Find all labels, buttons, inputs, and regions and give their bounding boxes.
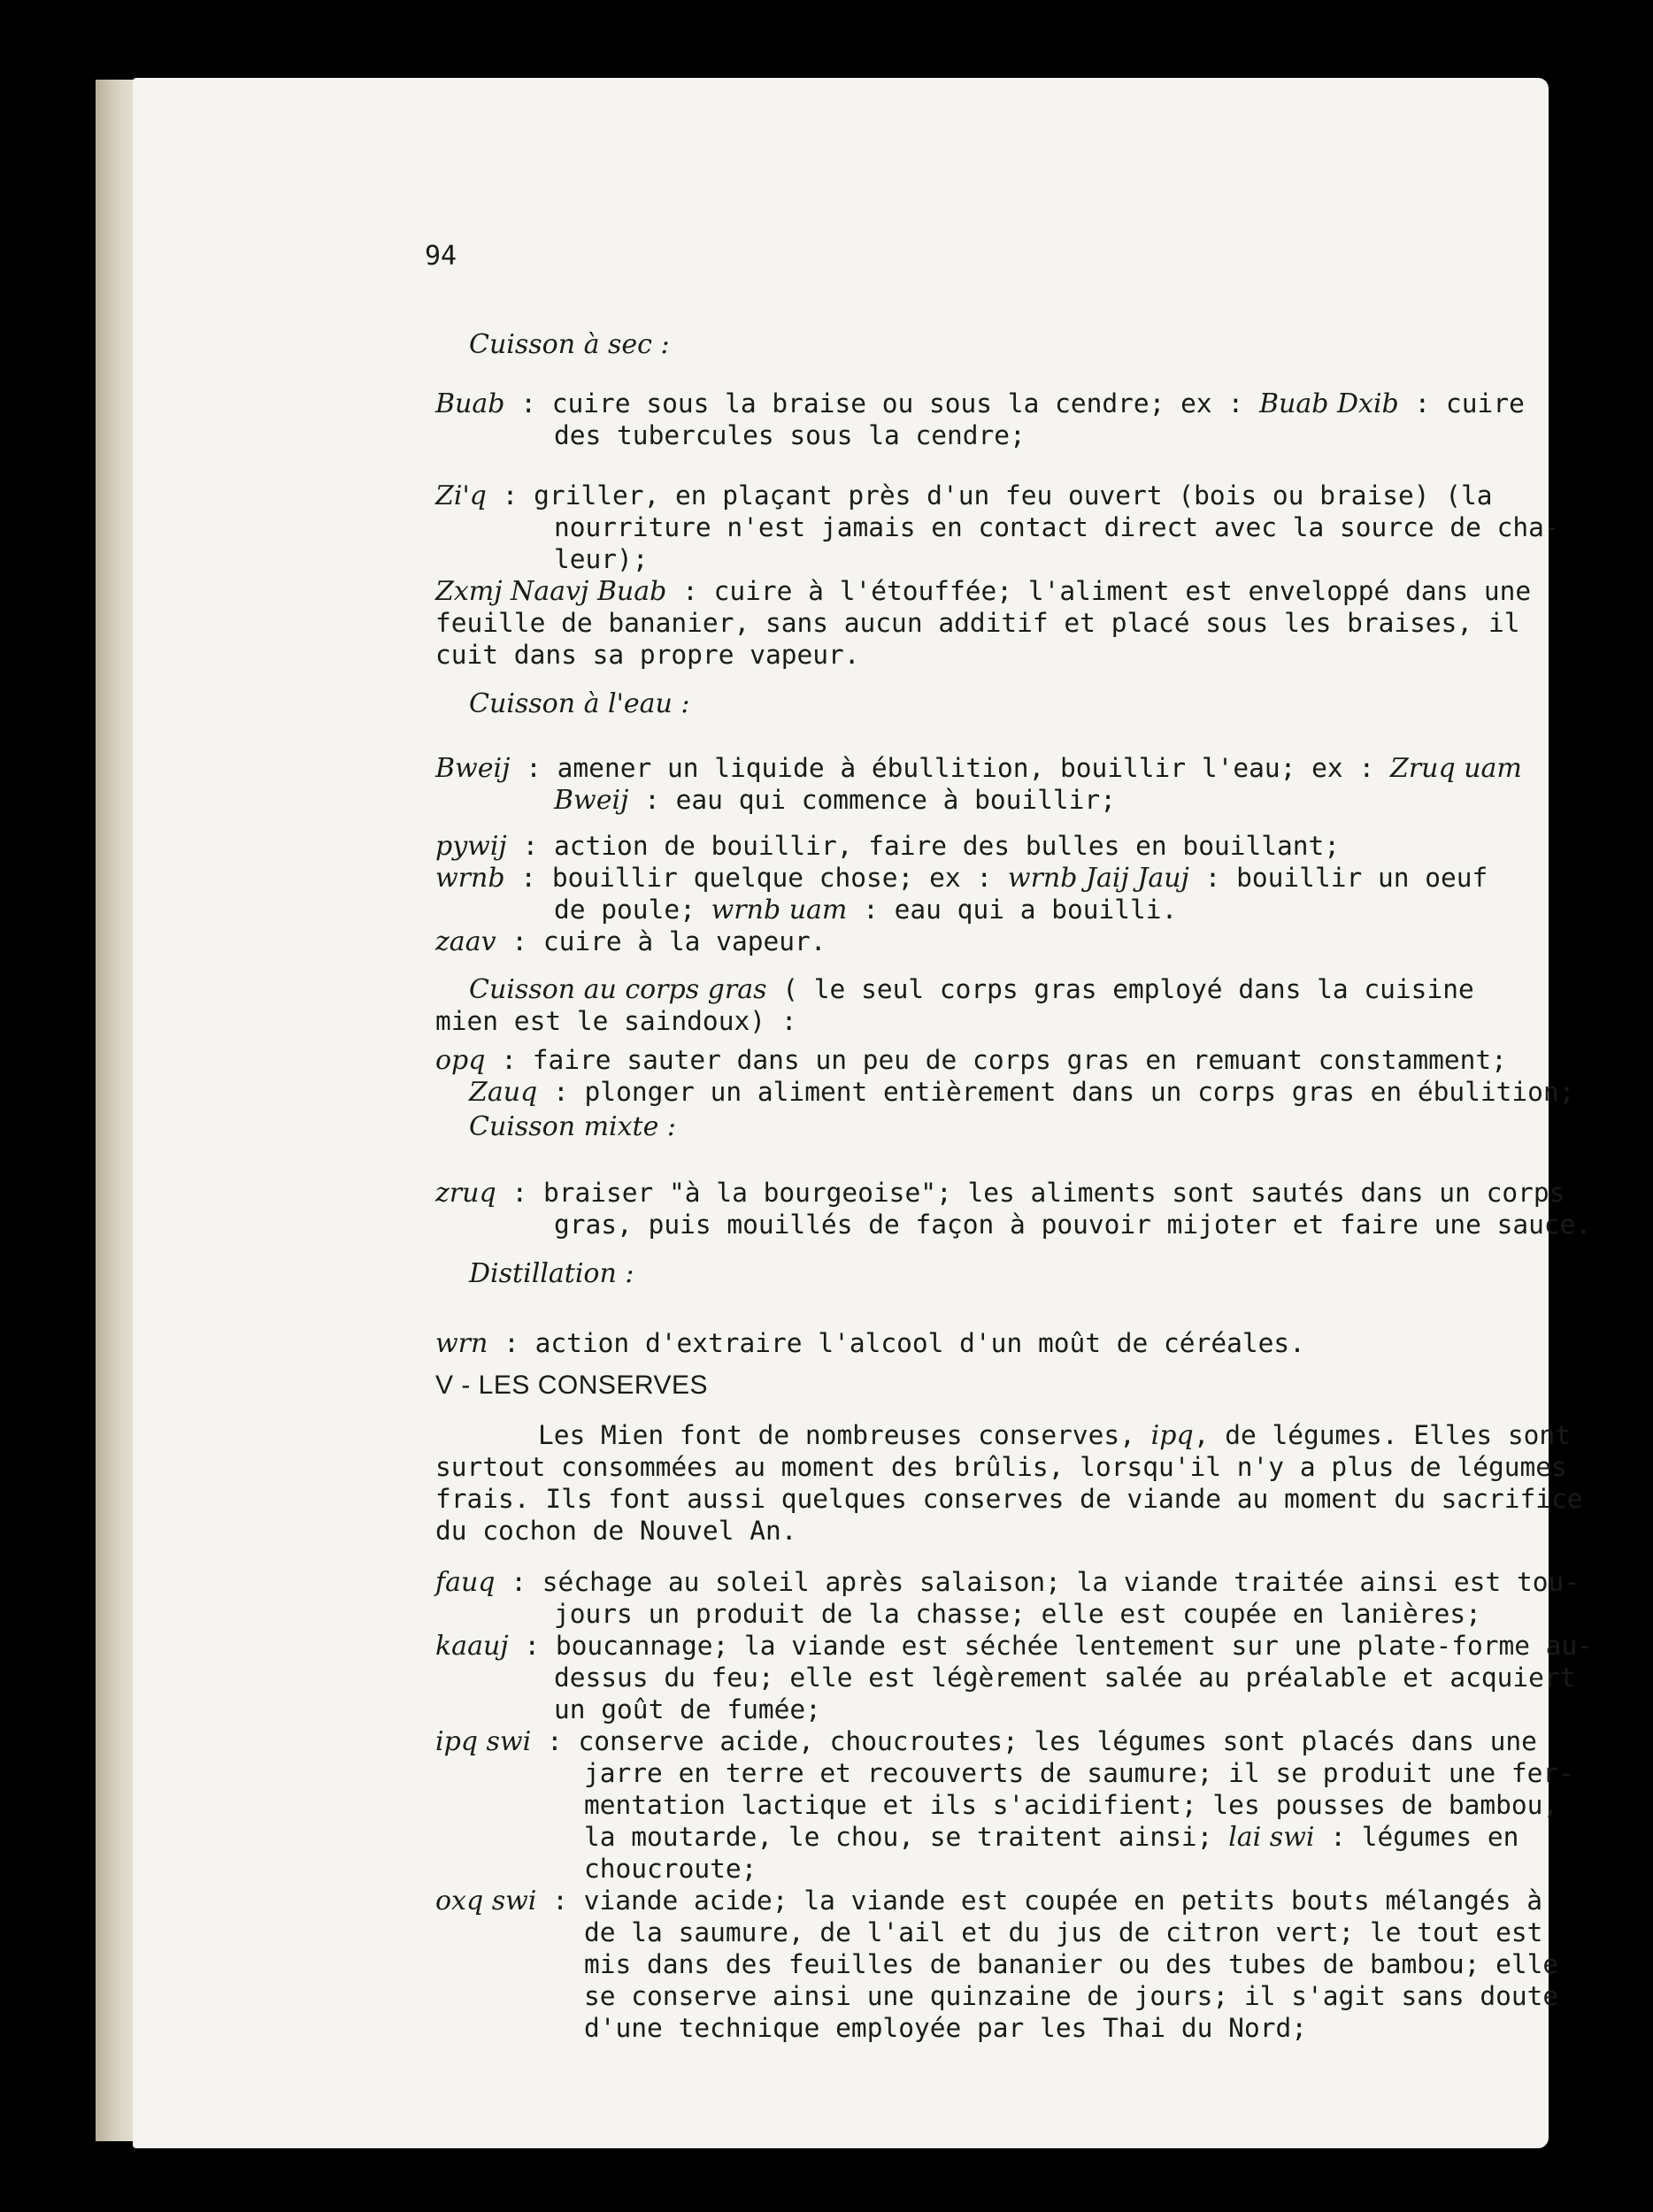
- definition: : faire sauter dans un peu de corps gras en remuant constamment;: [485, 1045, 1507, 1075]
- term: fauq: [435, 1567, 496, 1598]
- entry-fauq: [435, 1566, 1580, 1599]
- entry-buab: [435, 388, 1525, 420]
- term: Bweij: [435, 753, 511, 784]
- section-fat-cont: mien est le saindoux) :: [435, 1006, 797, 1036]
- entry-oxq-swi: [435, 1885, 1542, 1917]
- entry-ziq: [435, 480, 1493, 512]
- definition: la moutarde, le chou, se traitent ainsi;: [584, 1822, 1229, 1852]
- section-title-mixed: Cuisson mixte :: [469, 1111, 676, 1142]
- term: wrnb: [435, 863, 505, 894]
- term: wrn: [435, 1328, 488, 1359]
- term: zaav: [435, 926, 496, 957]
- entry-ipq-swi-cont3: [584, 1821, 1518, 1854]
- term: Buab: [435, 388, 505, 419]
- entry-kaauj-cont2: un goût de fumée;: [554, 1694, 821, 1724]
- entry-pywij: [435, 830, 1340, 863]
- entry-zaav: [435, 926, 826, 958]
- definition: : eau qui a bouilli.: [847, 895, 1178, 925]
- paragraph-text: Les Mien font de nombreuses conserves,: [538, 1420, 1151, 1450]
- example-term: wrnb Jaij Jauj: [1007, 863, 1189, 894]
- entry-oxq-swi-cont4: d'une technique employée par les Thai du Nord;: [584, 2013, 1307, 2043]
- entry-ipq-swi-cont1: jarre en terre et recouverts de saumure; il se produit une fer-: [584, 1758, 1574, 1788]
- term: ipq swi: [435, 1726, 532, 1757]
- definition: : conserve acide, choucroutes; les légumes sont placés dans une: [531, 1726, 1537, 1756]
- term: Zauq: [469, 1077, 538, 1108]
- term: oxq swi: [435, 1886, 537, 1916]
- term: Zi'q: [435, 480, 487, 511]
- definition: : griller, en plaçant près d'un feu ouvert (bois ou braise) (la: [486, 480, 1493, 511]
- term: kaauj: [435, 1631, 509, 1662]
- definition: : boucannage; la viande est séchée lentement sur une plate-forme au-: [508, 1631, 1594, 1661]
- conserves-para-line3: frais. Ils font aussi quelques conserves de viande au moment du sacrifice: [435, 1484, 1583, 1514]
- entry-oxq-swi-cont2: mis dans des feuilles de bananier ou des tubes de bambou; elle: [584, 1949, 1559, 1979]
- entry-zruq: [435, 1177, 1565, 1210]
- definition: : viande acide; la viande est coupée en petits bouts mélangés à: [536, 1886, 1543, 1916]
- definition: : plonger un aliment entièrement dans un corps gras en ébulition;: [537, 1077, 1575, 1107]
- definition: : eau qui commence à bouillir;: [628, 785, 1116, 815]
- entry-buab-cont: des tubercules sous la cendre;: [554, 420, 1026, 450]
- entry-ipq-swi-cont2: mentation lactique et ils s'acidifient; les pousses de bambou,: [584, 1790, 1559, 1820]
- conserves-para-line1: [538, 1419, 1571, 1452]
- section-title-note: ( le seul corps gras employé dans la cuisine: [766, 974, 1474, 1004]
- entry-ziq-cont2: leur);: [554, 544, 649, 574]
- entry-kaauj: [435, 1630, 1593, 1663]
- entry-opq: [435, 1044, 1507, 1077]
- section-title-dry: Cuisson à sec :: [469, 329, 670, 360]
- entry-bweij-cont: [554, 784, 1116, 817]
- entry-zruq-cont: gras, puis mouillés de façon à pouvoir mijoter et faire une sauce.: [554, 1210, 1592, 1240]
- example-term: Buab Dxib: [1258, 388, 1399, 419]
- entry-ziq-cont1: nourriture n'est jamais en contact direct avec la source de cha-: [554, 512, 1560, 542]
- definition: : amener un liquide à ébullition, bouillir l'eau; ex :: [510, 753, 1390, 783]
- section-title-fat: [469, 973, 1474, 1006]
- term: opq: [435, 1045, 486, 1076]
- definition: : braiser "à la bourgeoise"; les aliments sont sautés dans un corps: [496, 1178, 1565, 1208]
- definition: : cuire à la vapeur.: [496, 926, 826, 956]
- entry-zxmj-cont1: feuille de bananier, sans aucun additif et placé sous les braises, il: [435, 608, 1520, 638]
- entry-ipq-swi-cont4: choucroute;: [584, 1854, 757, 1884]
- conserves-para-line4: du cochon de Nouvel An.: [435, 1516, 797, 1546]
- example-term: lai swi: [1228, 1822, 1315, 1853]
- definition: : bouillir un oeuf: [1188, 863, 1488, 893]
- example-term: Zruq uam: [1389, 753, 1522, 784]
- definition: : séchage au soleil après salaison; la viande traitée ainsi est tou-: [495, 1567, 1580, 1597]
- paragraph-text: , de légumes. Elles sont: [1193, 1420, 1571, 1450]
- term: zruq: [435, 1178, 496, 1209]
- definition: : action d'extraire l'alcool d'un moût de céréales.: [488, 1328, 1305, 1358]
- entry-kaauj-cont1: dessus du feu; elle est légèrement salée au préalable et acquiert: [554, 1663, 1576, 1693]
- definition: : cuire: [1398, 388, 1525, 419]
- term: Zxmj Naavj Buab: [435, 576, 667, 607]
- term: Bweij: [554, 785, 629, 816]
- entry-bweij: [435, 752, 1522, 785]
- entry-wrn: [435, 1327, 1305, 1360]
- definition: : légumes en: [1314, 1822, 1519, 1852]
- term: ipq: [1150, 1420, 1194, 1451]
- entry-zxmj-cont2: cuit dans sa propre vapeur.: [435, 640, 860, 670]
- entry-oxq-swi-cont3: se conserve ainsi une quinzaine de jours; il s'agit sans doute: [584, 1981, 1559, 2011]
- section-title-water: Cuisson à l'eau :: [469, 688, 690, 719]
- entry-fauq-cont: jours un produit de la chasse; elle est coupée en lanières;: [554, 1599, 1481, 1629]
- definition: : cuire à l'étouffée; l'aliment est enveloppé dans une: [666, 576, 1532, 606]
- term: pywij: [435, 831, 507, 862]
- definition: : bouillir quelque chose; ex :: [504, 863, 1008, 893]
- entry-zauq: [469, 1076, 1574, 1109]
- conserves-para-line2: surtout consommées au moment des brûlis, lorsqu'il n'y a plus de légumes: [435, 1452, 1567, 1482]
- entry-wrnb-cont: [554, 894, 1177, 926]
- entry-ipq-swi: [435, 1725, 1537, 1758]
- definition: : action de bouillir, faire des bulles en bouillant;: [506, 831, 1341, 861]
- example-term: wrnb uam: [711, 895, 848, 926]
- definition: : cuire sous la braise ou sous la cendre; ex :: [504, 388, 1259, 419]
- section-title: Cuisson au corps gras: [469, 974, 767, 1005]
- entry-zxmj: [435, 575, 1531, 608]
- definition: de poule;: [554, 895, 711, 925]
- entry-oxq-swi-cont1: de la saumure, de l'ail et du jus de citron vert; le tout est: [584, 1917, 1543, 1947]
- section-title-distillation: Distillation :: [469, 1258, 634, 1289]
- section-heading-conserves: V - LES CONSERVES: [435, 1371, 709, 1400]
- page-number: 94: [425, 241, 457, 272]
- entry-wrnb: [435, 862, 1488, 895]
